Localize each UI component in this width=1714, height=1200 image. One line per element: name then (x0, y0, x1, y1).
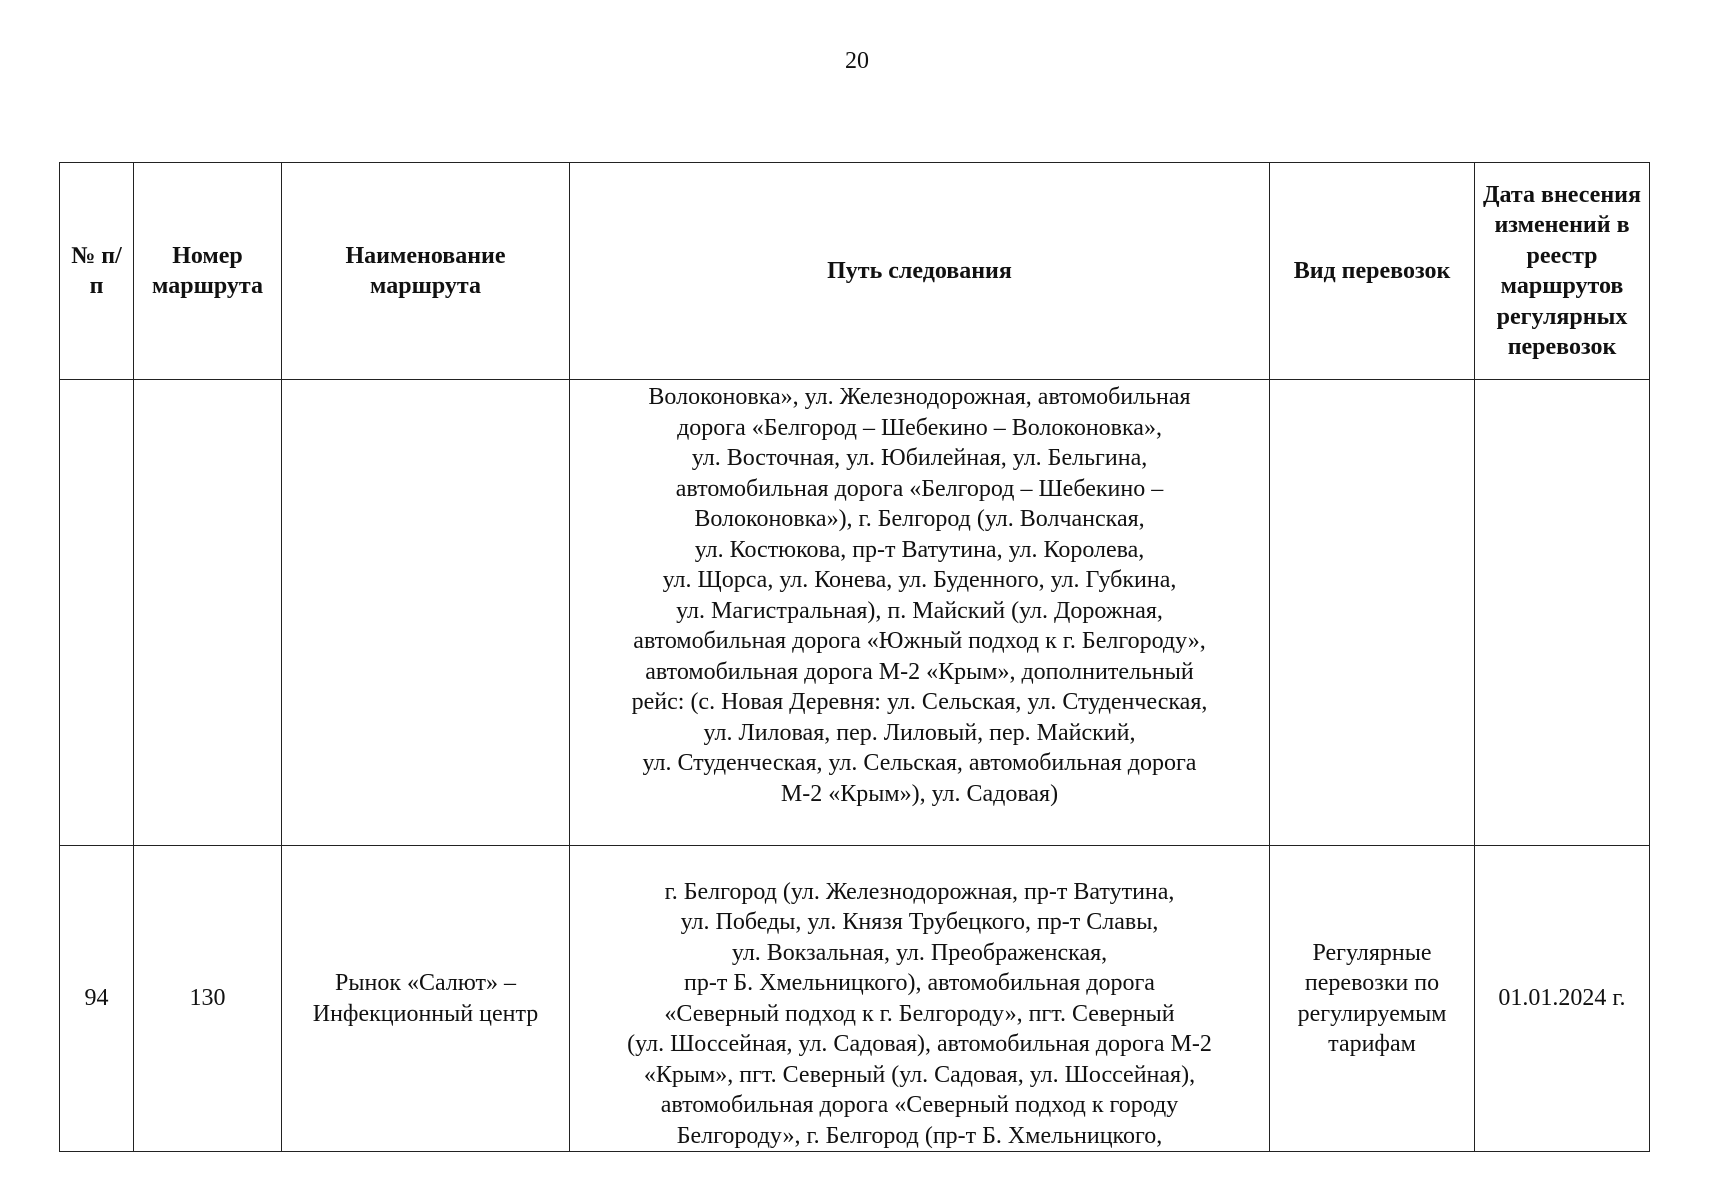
path-line: (ул. Шоссейная, ул. Садовая), автомобильная дорога М-2 (627, 1031, 1212, 1057)
path-line: Белгороду», г. Белгород (пр-т Б. Хмельницкого, (676, 1122, 1163, 1149)
path-line: «Крым», пгт. Северный (ул. Садовая, ул. Шоссейная), (643, 1061, 1196, 1088)
cell-registry-date: 01.01.2024 г. (1475, 846, 1650, 1152)
cell-row-number: 94 (60, 846, 134, 1152)
cell-registry-date (1475, 380, 1650, 846)
cell-route-path (570, 380, 1270, 846)
path-line: г. Белгород (ул. Железнодорожная, пр-т Ватутина, (664, 878, 1175, 905)
cell-route-name: Рынок «Салют» – Инфекционный центр (282, 846, 570, 1152)
path-line: ул. Победы, ул. Князя Трубецкого, пр-т Славы, (680, 909, 1159, 935)
header-route-name: Наименование маршрута (282, 163, 570, 380)
header-route-number: Номер маршрута (134, 163, 282, 380)
path-line: ул. Восточная, ул. Юбилейная, ул. Бельгина, (691, 445, 1148, 471)
header-route-path: Путь следования (570, 163, 1270, 380)
path-line: М-2 «Крым»), ул. Садовая) (780, 780, 1059, 807)
table-header-row (60, 163, 1650, 380)
path-line: пр-т Б. Хмельницкого), автомобильная дорога (684, 970, 1155, 996)
cell-transport-type (1270, 380, 1475, 846)
routes-table (59, 162, 1650, 1152)
path-line: автомобильная дорога «Белгород – Шебекино – (675, 475, 1164, 502)
cell-route-number (134, 380, 282, 846)
cell-row-number (60, 380, 134, 846)
path-line: дорога «Белгород – Шебекино – Волоконовка», (677, 414, 1162, 441)
header-registry-date: Дата внесения изменений в реестр маршрутов регулярных перевозок (1475, 163, 1650, 380)
path-line: ул. Студенческая, ул. Сельская, автомобильная дорога (642, 750, 1197, 776)
path-line: ул. Костюкова, пр-т Ватутина, ул. Королева, (694, 536, 1145, 563)
cell-route-number: 130 (134, 846, 282, 1152)
path-line: «Северный подход к г. Белгороду», пгт. Северный (664, 1000, 1175, 1027)
table-row (60, 846, 1650, 1152)
path-line: рейс: (с. Новая Деревня: ул. Сельская, ул. Студенческая, (631, 689, 1208, 715)
path-line: автомобильная дорога М-2 «Крым», дополнительный (645, 658, 1194, 685)
path-line: Волоконовка»), г. Белгород (ул. Волчанская, (694, 506, 1145, 532)
cell-transport-type: Регулярные перевозки по регулируемым тарифам (1270, 846, 1475, 1152)
path-line: автомобильная дорога «Северный подход к городу (660, 1092, 1179, 1118)
cell-route-path (570, 846, 1270, 1152)
path-line: ул. Щорса, ул. Конева, ул. Буденного, ул. Губкина, (662, 567, 1177, 593)
path-line: ул. Вокзальная, ул. Преображенская, (731, 939, 1108, 966)
path-line: автомобильная дорога «Южный подход к г. Белгороду», (633, 628, 1206, 654)
path-line: Волоконовка», ул. Железнодорожная, автомобильная (648, 384, 1191, 410)
page-number: 20 (845, 48, 869, 74)
table-row (60, 380, 1650, 846)
cell-route-name (282, 380, 570, 846)
header-transport-type: Вид перевозок (1270, 163, 1475, 380)
path-line: ул. Лиловая, пер. Лиловый, пер. Майский, (703, 719, 1136, 746)
path-line: ул. Магистральная), п. Майский (ул. Дорожная, (676, 597, 1163, 624)
header-row-number: № п/п (60, 163, 134, 380)
